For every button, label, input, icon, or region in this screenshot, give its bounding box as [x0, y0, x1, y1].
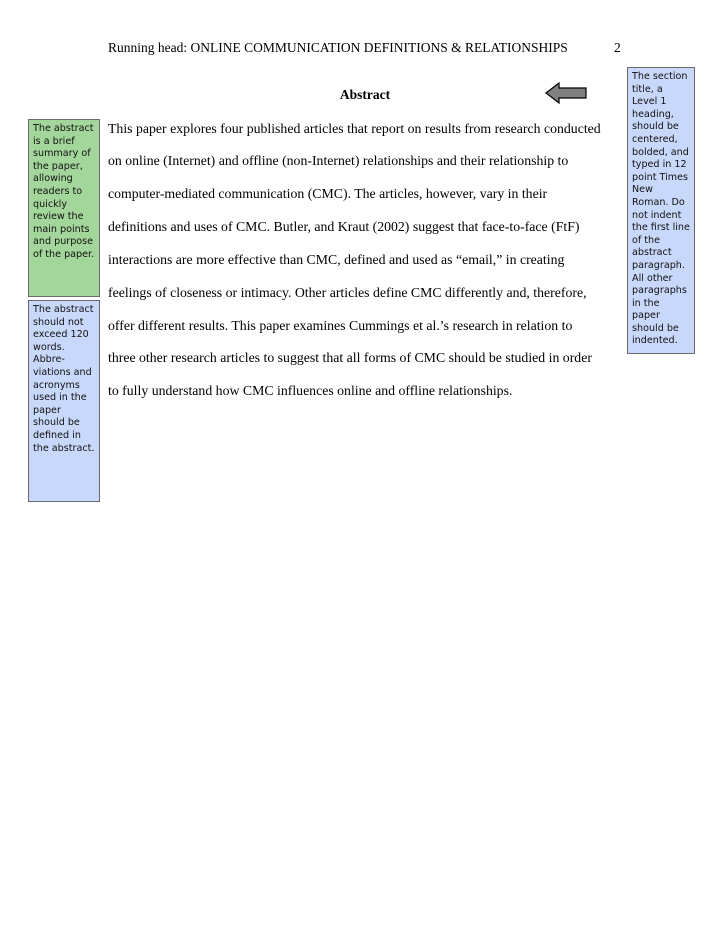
abstract-summary-note: The abstract is a brief summary of the paper, allowing readers to quickly review the main points and purpose of the paper.	[28, 119, 100, 297]
page-number: 2	[614, 40, 621, 55]
abstract-line: interactions are more effective than CMC, defined and used as “email,” in creating	[108, 252, 565, 267]
abstract-line: on online (Internet) and offline (non-Internet) relationships and their relationship to	[108, 153, 569, 168]
abstract-line: This paper explores four published articles that report on results from research conducted	[108, 121, 601, 136]
section-heading-note: The section title, a Level 1 heading, should be centered, bolded, and typed in 12 point Times New Roman. Do not indent the first line of the abstract paragraph. All other paragraphs in the paper should be indented.	[627, 67, 695, 354]
abstract-line: to fully understand how CMC influences online and offline relationships.	[108, 383, 513, 398]
left-arrow-icon	[545, 82, 587, 104]
abstract-line: three other research articles to suggest that all forms of CMC should be studied in order	[108, 350, 592, 365]
abstract-line: definitions and uses of CMC. Butler, and Kraut (2002) suggest that face-to-face (FtF)	[108, 219, 580, 234]
abstract-line: computer-mediated communication (CMC). The articles, however, vary in their	[108, 186, 548, 201]
abstract-length-note: The abstract should not exceed 120 words. Abbre-viations and acronyms used in the paper should be defined in the abstract.	[28, 300, 100, 502]
abstract-line: offer different results. This paper examines Cummings et al.’s research in relation to	[108, 318, 573, 333]
abstract-title: Abstract	[339, 87, 391, 102]
abstract-line: feelings of closeness or intimacy. Other articles define CMC differently and, therefore,	[108, 285, 587, 300]
running-head: Running head: ONLINE COMMUNICATION DEFINITIONS & RELATIONSHIPS	[108, 40, 568, 55]
